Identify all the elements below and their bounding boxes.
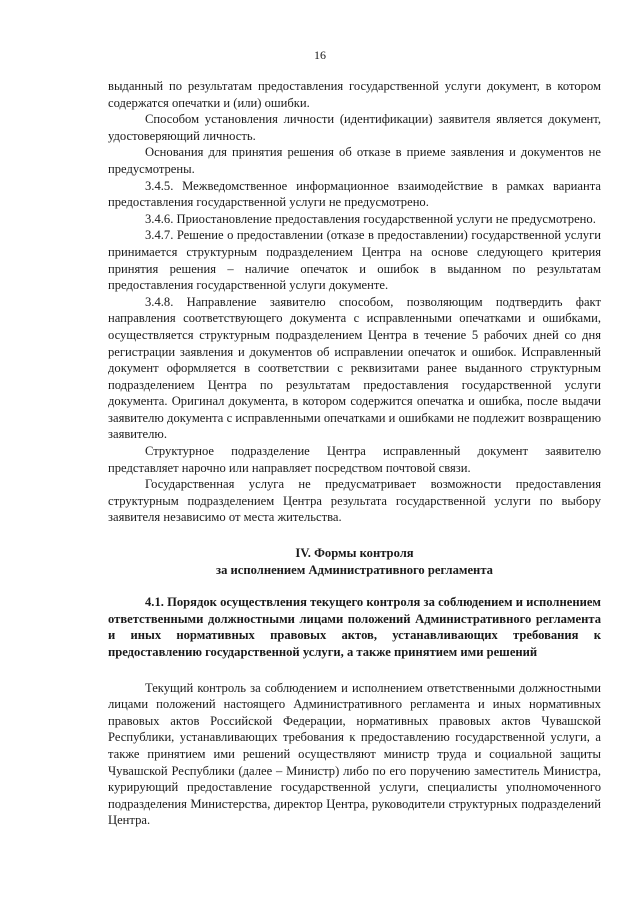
paragraph: 3.4.7. Решение о предоставлении (отказе в предоставлении) государственной услуги принимается структурным подразделением Центра на основе следующего критерия принятия решения – наличие опечаток и ошибок в выданном по результатам предоставления государственной услуги документе. [108, 228, 601, 293]
paragraph: 3.4.5. Межведомственное информационное взаимодействие в рамках варианта предоставления государственной услуги не предусмотрено. [108, 178, 601, 210]
subsection-heading: 4.1. Порядок осуществления текущего контроля за соблюдением и исполнением ответственными должностными лицами положений Административного регламента и иных нормативных правовых актов, устанавливающих требования к предоставлению государственной услуги, а также принятием ими решений [108, 595, 601, 659]
paragraph: Структурное подразделение Центра исправленный документ заявителю представляет нарочно или направляет посредством почтовой связи. [108, 444, 601, 475]
paragraph: Текущий контроль за соблюдением и исполнением ответственными должностными лицами положений настоящего Административного регламента и иных нормативных правовых актов Российской Федерации, нормативных правовых актов Чувашской Республики, устанавливающих требования к предоставлению государственной услуги, а также принятием ими решений осуществляют министр труда и социальной защиты Чувашской Республики (далее – Министр) либо по его поручению заместитель Министра, курирующий предоставление государственной услуги, специалисты уполномоченного подразделения Министерства, директор Центра, руководители структурных подразделений Центра. [108, 680, 601, 828]
paragraph: 3.4.6. Приостановление предоставления государственной услуги не предусмотрено. [145, 211, 596, 226]
paragraph: выданный по результатам предоставления государственной услуги документ, в котором содержатся опечатки и (или) ошибки. [108, 79, 601, 110]
paragraph: Государственная услуга не предусматривает возможности предоставления структурным подразделением Центра результата государственной услуги по выбору заявителя независимо от места жительства. [108, 477, 601, 525]
section-title: IV. Формы контроля [295, 546, 414, 561]
paragraph: Способом установления личности (идентификации) заявителя является документ, удостоверяющий личность. [108, 112, 601, 143]
section-subtitle: за исполнением Административного регламента [216, 562, 493, 577]
page-number: 16 [314, 48, 326, 62]
paragraph: 3.4.8. Направление заявителю способом, позволяющим подтвердить факт направления соответствующего документа с исправленными опечатками и ошибками, осуществляется структурным подразделением Центра в течение 5 рабочих дней со дня регистрации заявления и документов об исправлении опечаток и ошибок. Исправленный документ оформляется в соответствии с реквизитами ранее выданного структурным подразделением Центра по результатам предоставления государственной услуги документа. Оригинал документа, в котором содержится опечатка и ошибка, после выдачи заявителю документа с исправленными опечатками и ошибками не подлежит возвращению заявителю. [108, 294, 601, 442]
paragraph: Основания для принятия решения об отказе в приеме заявления и документов не предусмотрены. [108, 145, 601, 176]
document-body [108, 78, 601, 829]
